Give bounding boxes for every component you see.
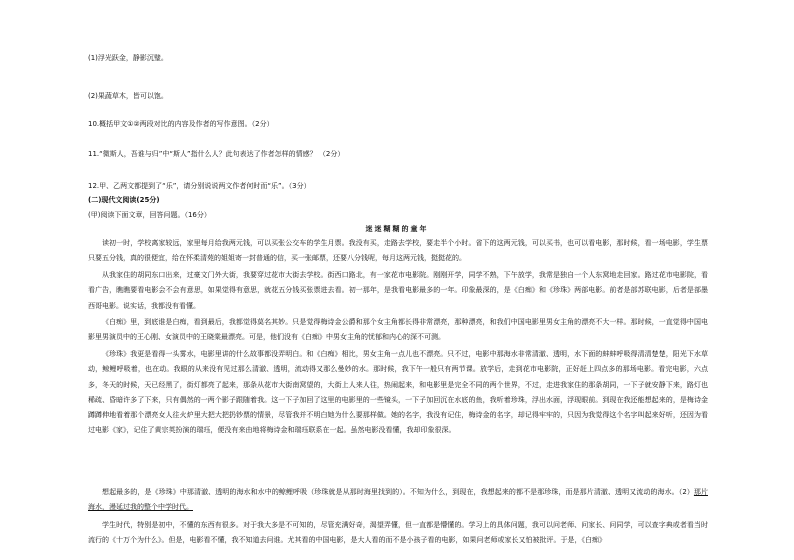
article-title: 迷迷糊糊的童年 [365, 225, 429, 233]
question-10: 10.概括甲文①②两段对比的内容及作者的写作意图。（2分） [88, 120, 274, 128]
question-11: 11.“微斯人，吾谁与归”中“斯人”指什么人？此句表达了作者怎样的情感？ （2分） [88, 150, 345, 158]
underlined-sentence: 那片海水，漫延过我的整个中学时代。 [88, 488, 708, 512]
article-paragraph-5 [88, 485, 708, 516]
section-heading: (二)现代文阅读(25分) [88, 196, 160, 204]
paragraph-5-text: 想起最多的，是《珍珠》中那清澈、透明的海水和水中的鲸鲤呼吸（珍珠就是从那时海里找到的）。不知为什么，到现在，我想起来的都不是那珍珠，而是那片清澈、透明又流动的海水。（2） [102, 488, 694, 496]
article-paragraph-4: 《珍珠》我更是看得一头雾水，电影里讲的什么故事都没弄明白。和《白痴》相比，男女主角一点儿也不漂亮。只不过，电影中那海水非常清澈、透明，水下面的蚌蚌呼吸得清清楚楚，阳光下水草动，鲸鲤呼吸着，也在动。我眼的从来没有见过那么清澈、透明，流动得又那么曼妙的水。那时候，我下午一般只有两节课。放学后，走到花市电影院，正好赶上四点多的那场电影。看完电影，六点多，冬天的时候，天已经黑了，街灯都亮了起来，那条从花市大街南窝望的，大街上人来人往，热闹起来，和电影里是完全不同的两个世界，不过，走进我家住的那条胡同，一下子就安静下来，路灯也稀疏、昏暗许多了下来，只有偶然的一两个影子跟随着我。这一下子加回了这里的电影里的一些镜头，一下子加回沉在水底的鱼，我听着珍珠，浮出水面，浮现眼前。到现在我还能想起来的，是梅诗金蹲蹲伸地看着那个漂亮女人往火炉里大把大把扔钞票的情景，尽管我并不明白她为什么要那样做。她的名字，我没有记住，梅诗金的名字，却记得牢牢的，只因为我觉得这个名字叫起来好听，还因为看过电影《家》，记住了黄宗英扮演的瑞珏，便没有来由地将梅诗金和瑞珏联系在一起。虽然电影没看懂，我却印象很深。 [88, 350, 708, 435]
question-1: (1)浮光跃金，静影沉璧。 [88, 54, 168, 62]
section-instruction: (甲)阅读下面文章，回答问题。（16分） [88, 211, 211, 219]
question-2: (2)果蔬草木，皆可以饱。 [88, 92, 168, 100]
question-12: 12.甲、乙两文都提到了“乐”，请分别说说两文作者何时而“乐”。（3分） [88, 182, 311, 190]
article-paragraph-1: 读初一时，学校离家较远，家里每月给我两元钱，可以买张公交车的学生月票。我没有买，走路去学校，要走半个小时。省下的这两元钱，可以买书，也可以看电影，那时候，看一场电影，学生票只要五分钱，真的很便宜，给在怀柔清苑的姐姐寄一封普通的信，买一张邮票，还要八分钱呢，每月这两元钱，挺挺花的。 [88, 239, 708, 263]
article-paragraph-3: 《白痴》里，到底谁是白痴，看到最后，我都觉得莫名其妙。只是觉得梅诗金公爵和那个女主角都长得非常漂亮，那种漂亮，和我们中国电影里男女主角的漂亮不大一样。那时候，一直觉得中国电影里男演员中的王心刚、女演员中的王晓棠最漂亮。可是，他们没有《白痴》中男女主角的忧郁和内心的深不可测。 [88, 318, 708, 342]
article-paragraph-2: 从我家住的胡同东口出来，过豪文门外大街，我要穿过花市大街去学校。街西口路北，有一家花市电影院。刚刚开学，同学不熟，下午放学，我常是独自一个人东窝地走回家。路过花市电影院，看看广告，瞧瞧要看电影会不会有意思，如果觉得有意思，就花五分钱买张票进去看。初一那年，是我看电影最多的一年。印象最深的，是《白痴》和《珍珠》两部电影。前者是部苏联电影，后者是部墨西哥电影。说实话，我都没有看懂。 [88, 271, 708, 310]
article-paragraph-6: 学生时代，特别是初中，不懂的东西有很多。对于我大多是不可知的，尽管充满好奇，渴望弄懂，但一直都是懵懂的。学习上的具体问题，我可以问老师、问家长、问同学，可以查字典或者看当时流行的《十万个为什么》。但是，电影看不懂，我不知道去问谁。尤其看的中国电影，是大人看的而不是小孩子看的电影，如果问老师或家长又怕被批评。于是，《白痴》 [88, 521, 708, 545]
